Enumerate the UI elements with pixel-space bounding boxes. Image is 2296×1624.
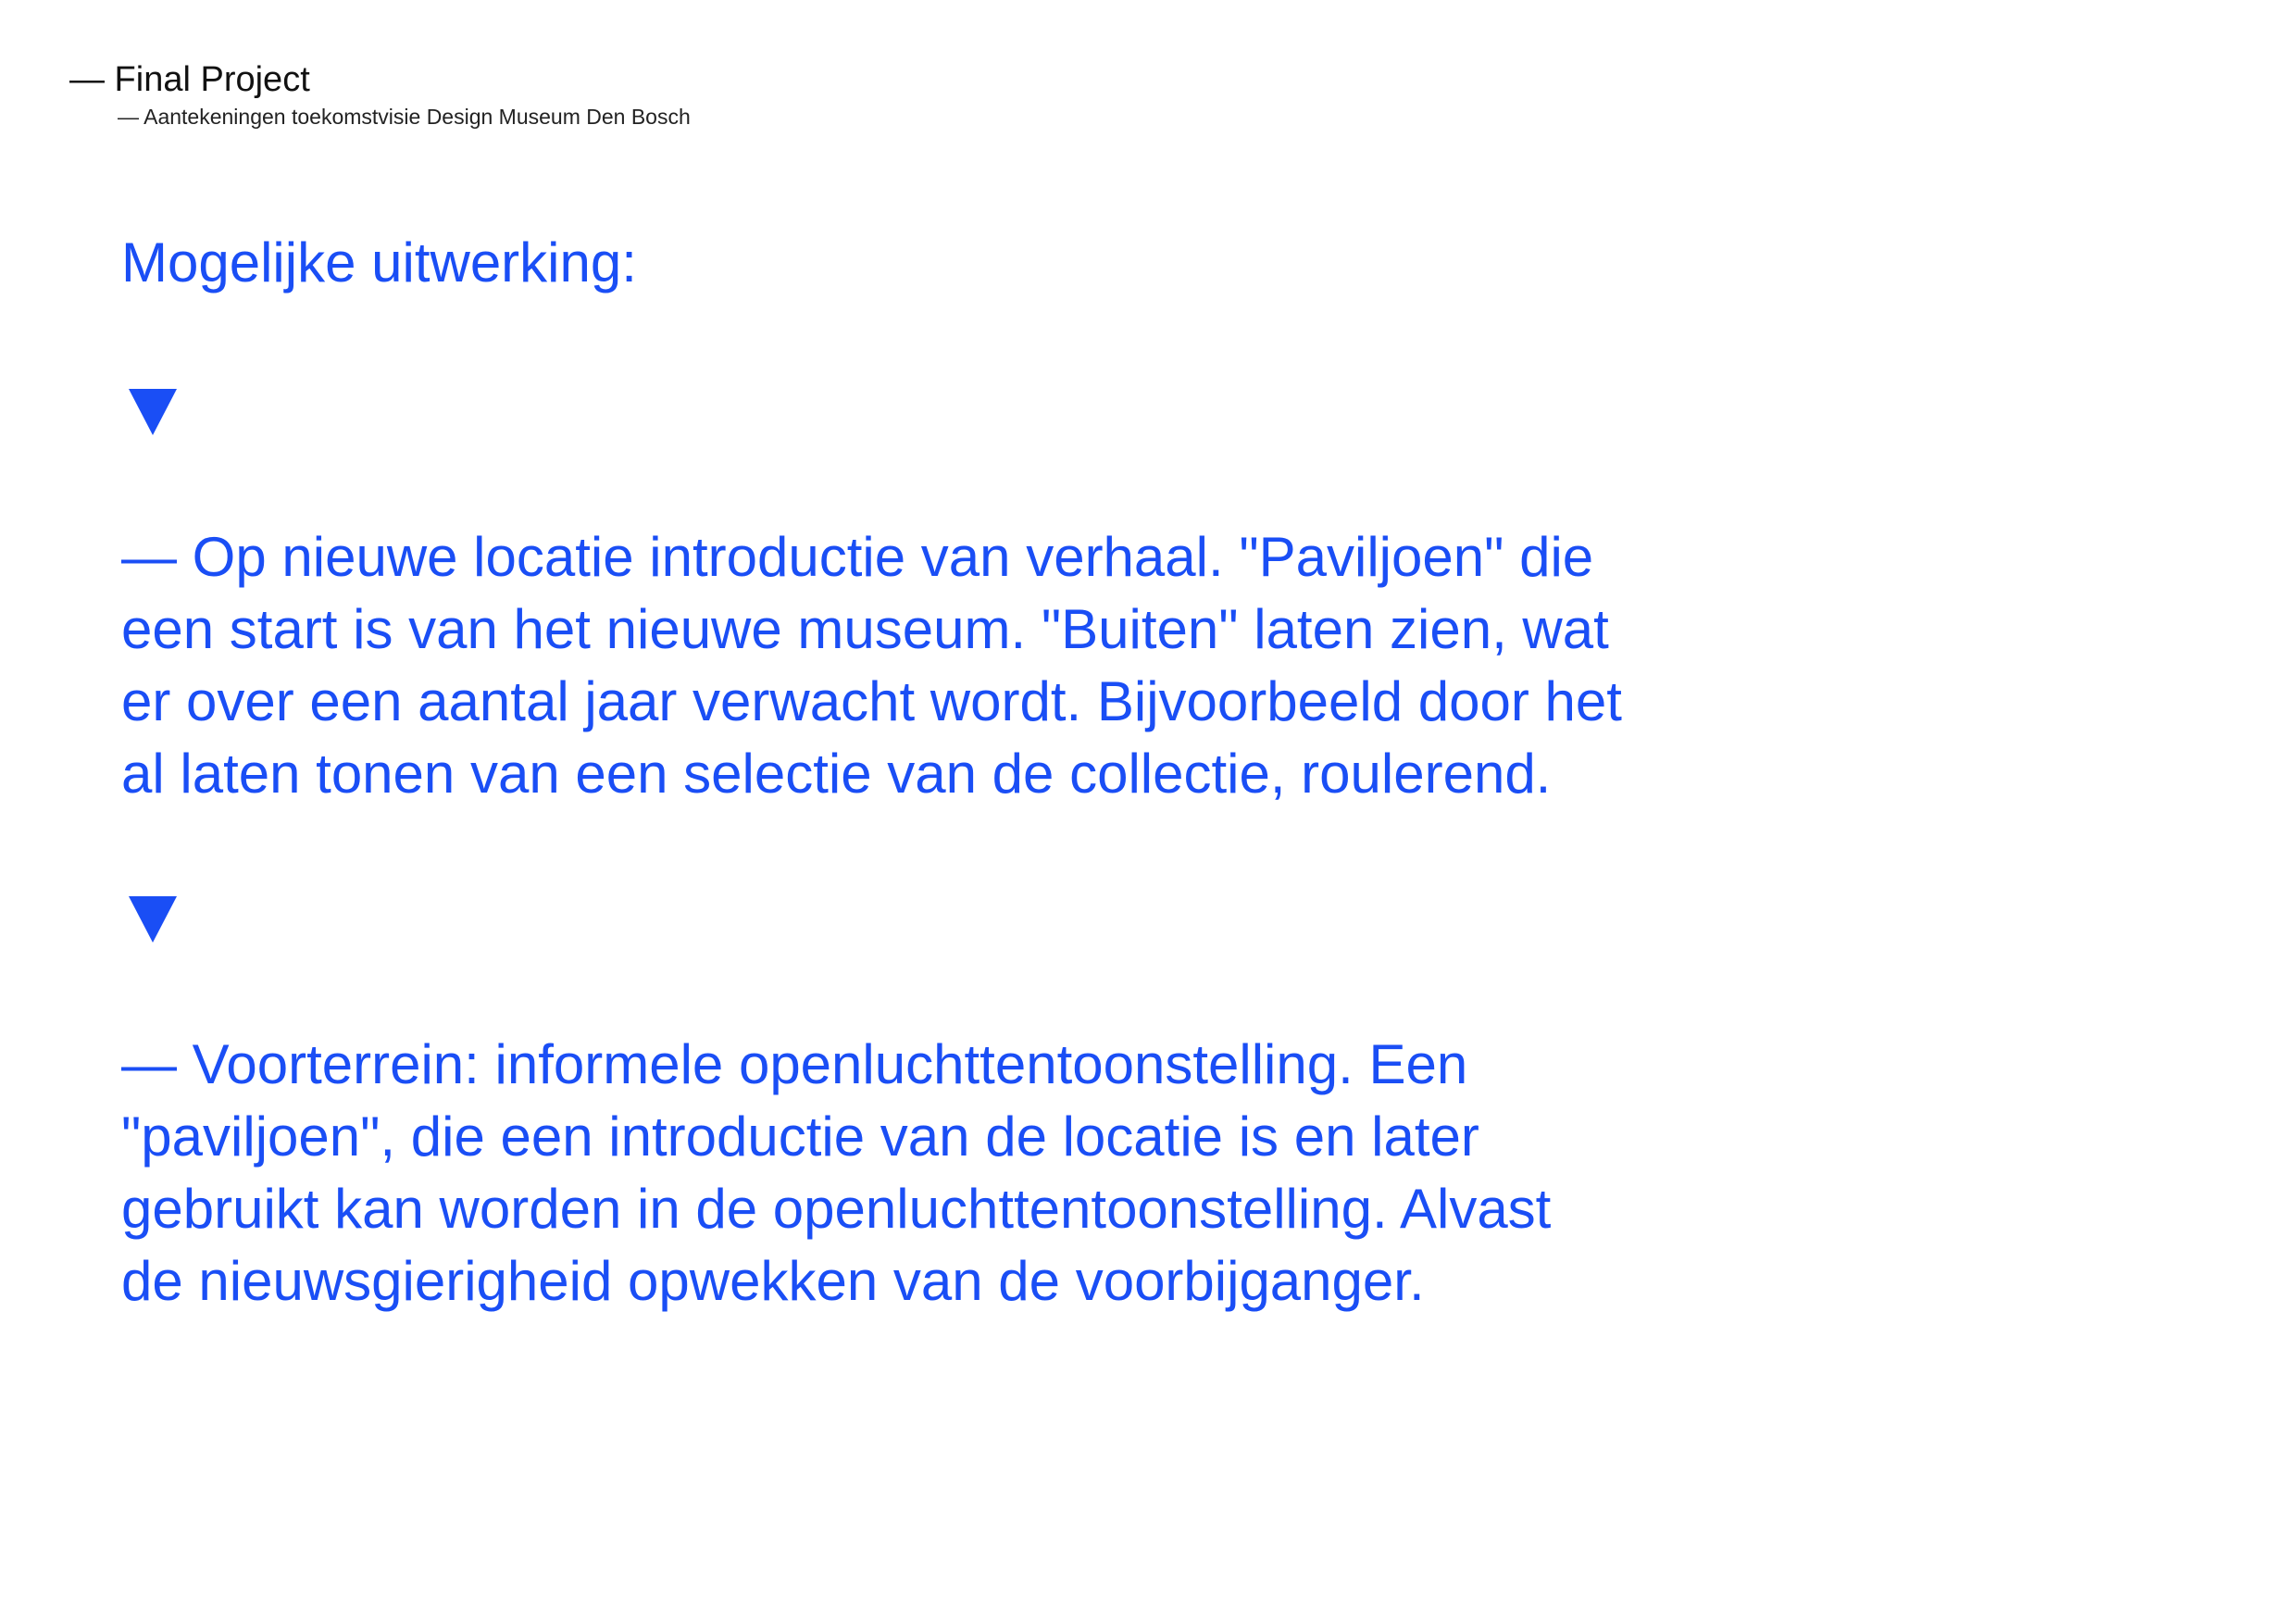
document-title: — Final Project [69,60,310,99]
paragraph-line: al laten tonen van een selectie van de collectie, roulerend. [121,743,1552,805]
paragraph-line: gebruikt kan worden in de openluchttentoonstelling. Alvast [121,1178,1552,1240]
down-arrow-icon [129,389,177,435]
paragraph-line: er over een aantal jaar verwacht wordt. Bijvoorbeeld door het [121,670,1622,732]
section-heading: Mogelijke uitwerking: [121,231,637,294]
paragraph-line: — Voorterrein: informele openluchttentoonstelling. Een [121,1033,1468,1095]
paragraph-line: de nieuwsgierigheid opwekken van de voorbijganger. [121,1250,1425,1312]
paragraph-line: — Op nieuwe locatie introductie van verhaal. "Paviljoen" die [121,526,1594,588]
paragraph-1 [121,521,1622,810]
document-subtitle: — Aantekeningen toekomstvisie Design Museum Den Bosch [118,105,691,129]
paragraph-line: een start is van het nieuwe museum. "Buiten" laten zien, wat [121,598,1609,660]
paragraph-2 [121,1029,1551,1318]
paragraph-line: "paviljoen", die een introductie van de locatie is en later [121,1106,1479,1168]
down-arrow-icon [129,896,177,943]
